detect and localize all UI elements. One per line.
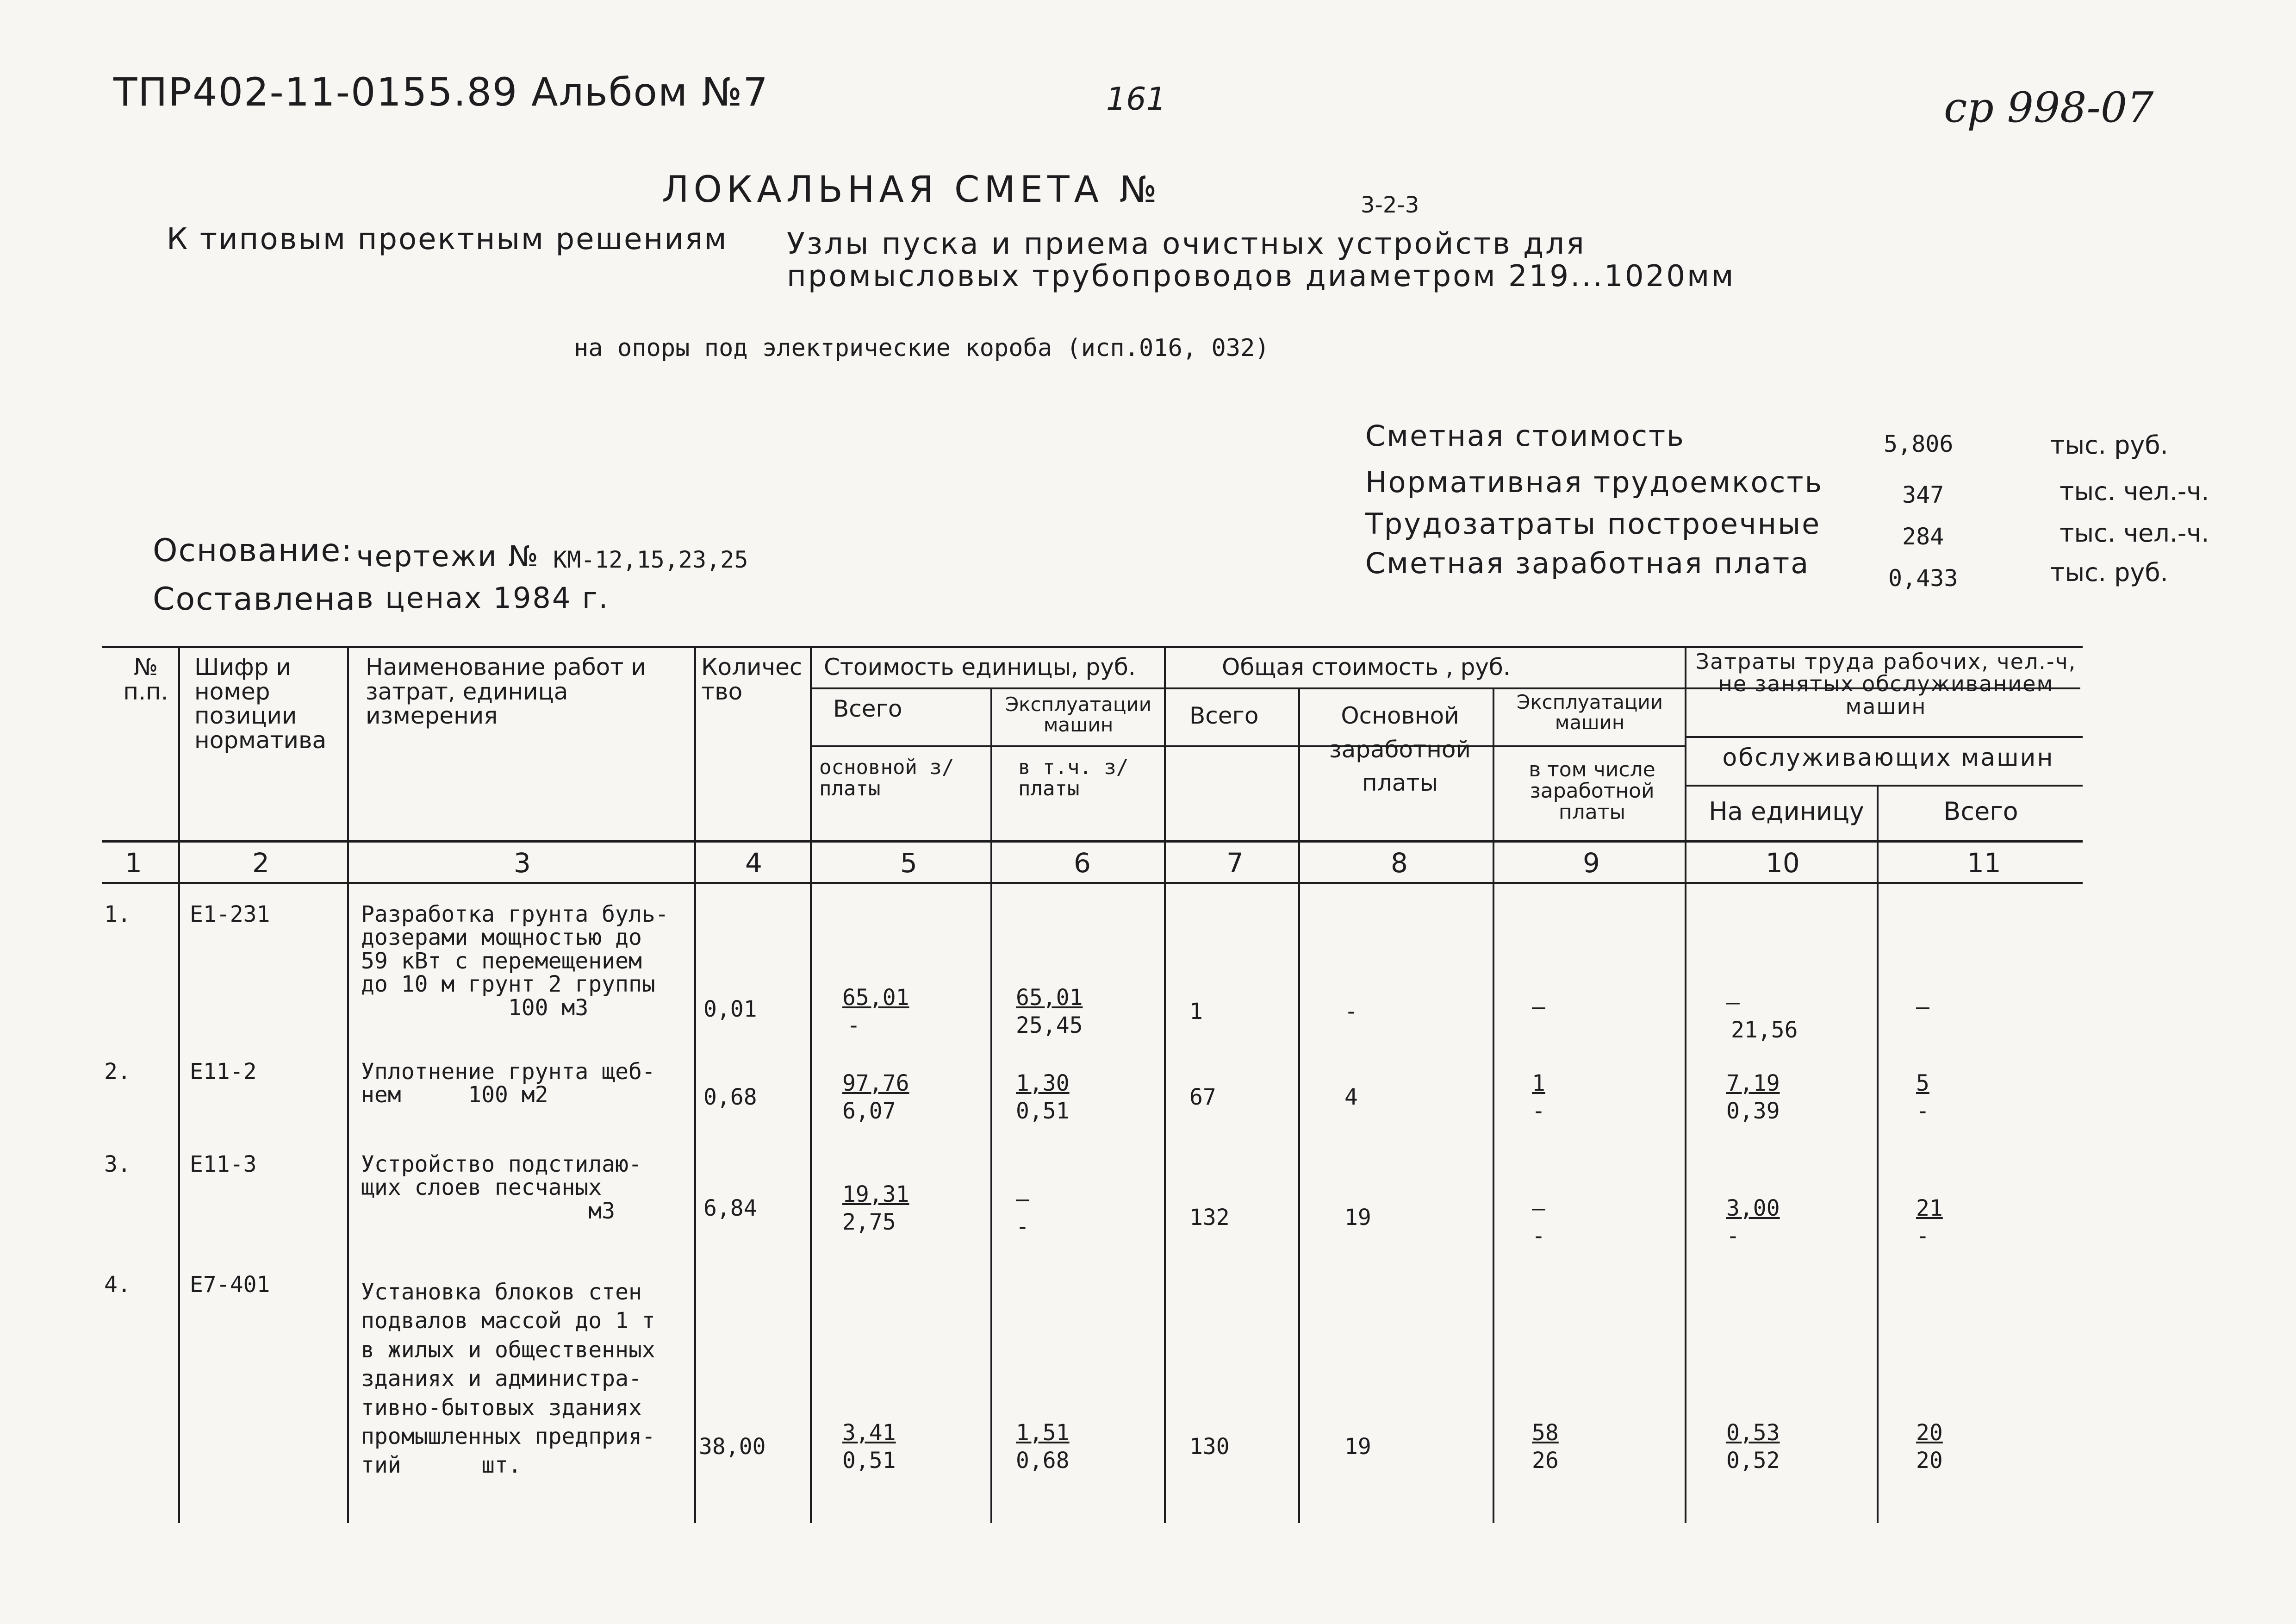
summary-label: Нормативная трудоемкость [1365,465,1823,499]
row-c11b: - [1916,1223,1929,1249]
subtitle-lead: К типовым проектным решениям [167,222,728,256]
row-c11a: 21 [1916,1195,1943,1221]
row-c6a: 65,01 [1016,985,1083,1011]
col-header-9b: в том числе заработной платы [1529,758,1655,824]
col-header-8: Основной заработной платы [1329,702,1471,796]
row-name: Уплотнение грунта щеб- нем 100 м2 [361,1059,655,1108]
summary-value: 284 [1902,523,1944,550]
row-c6a: — [1016,1186,1029,1212]
row-quantity: 0,68 [703,1084,757,1110]
row-c6b: 0,51 [1016,1098,1070,1124]
col-number: 11 [1967,847,2001,879]
compiled-text: в ценах 1984 г. [356,581,610,615]
row-c9b: 26 [1532,1448,1559,1474]
row-c11b: - [1916,1098,1929,1124]
estimate-number: 3-2-3 [1361,192,1419,218]
col-number: 1 [125,847,142,879]
row-c11a: 20 [1916,1420,1943,1446]
col-header-unit-cost: Стоимость единицы, руб. [824,654,1136,681]
row-name: Устройство подстилаю- щих слоев песчаных м3 [361,1151,642,1224]
row-c10a: 0,53 [1726,1420,1780,1446]
row-name: Установка блоков стен подвалов массой до 1 т в жилых и общественных зданиях и администра- тивно-бытовых зданиях промышленных предприя- тий шт. [361,1279,655,1479]
col-number: 8 [1391,847,1408,879]
row-c9a: — [1532,994,1545,1020]
summary-unit: тыс. руб. [2050,431,2168,460]
col-header-code: Шифр и номер позиции норматива [194,654,327,754]
row-c9a: 1 [1532,1070,1545,1096]
basis-label: Основание: [153,532,353,569]
summary-value: 347 [1902,481,1944,508]
col-header-labor-machines: обслуживающих машин [1722,744,2054,772]
row-c5a: 97,76 [842,1070,909,1096]
row-c6a: 1,30 [1016,1070,1070,1096]
summary-label: Сметная стоимость [1365,419,1685,453]
col-number: 7 [1226,847,1244,879]
col-header-9a: Эксплуатации машин [1516,691,1663,734]
row-c9a: 58 [1532,1420,1559,1446]
row-c10b: 21,56 [1731,1017,1798,1043]
summary-unit: тыс. руб. [2050,558,2168,587]
summary-value: 0,433 [1888,565,1958,592]
row-c8: 19 [1344,1205,1371,1230]
row-c10a: — [1726,989,1740,1015]
row-c10b: 0,52 [1726,1448,1780,1474]
col-header-6a: Эксплуатации машин [1005,693,1152,737]
row-c10b: - [1726,1223,1740,1249]
album-designation: ТПР402-11-0155.89 Альбом №7 [113,69,769,115]
row-code: Е11-3 [190,1151,257,1177]
summary-value: 5,806 [1884,431,1954,457]
row-c5a: 3,41 [842,1420,896,1446]
basis-drawings: КМ-12,15,23,25 [553,546,748,573]
col-header-number: № п.п. [123,654,168,705]
col-header-total-cost: Общая стоимость , руб. [1222,654,1511,681]
row-code: Е1-231 [190,901,270,927]
row-c7: 132 [1189,1205,1230,1230]
row-c9b: - [1532,1223,1545,1249]
subtitle-line-1: Узлы пуска и приема очистных устройств для [787,227,1586,261]
row-number: 4. [104,1272,131,1298]
row-number: 2. [104,1059,131,1085]
row-name: Разработка грунта буль- дозерами мощностью до 59 кВт с перемещением до 10 м грунт 2 группы 100 м3 [361,901,669,1021]
col-number: 3 [514,847,531,879]
row-c8: 4 [1344,1084,1358,1110]
row-c10a: 3,00 [1726,1195,1780,1221]
handwritten-stamp: ср 998-07 [1944,83,2154,132]
row-c5b: 2,75 [842,1209,896,1235]
row-c7: 67 [1189,1084,1216,1110]
row-quantity: 6,84 [703,1195,757,1221]
row-c5b: 6,07 [842,1098,896,1124]
col-header-11: Всего [1943,797,2018,826]
col-number: 2 [252,847,269,879]
row-c5b: 0,51 [842,1448,896,1474]
summary-label: Сметная заработная плата [1365,546,1810,580]
document-title: ЛОКАЛЬНАЯ СМЕТА № [662,169,1162,211]
basis-text: чертежи № [356,539,540,573]
row-c9b: - [1532,1098,1545,1124]
row-c5a: 65,01 [842,985,909,1011]
row-c6b: 25,45 [1016,1012,1083,1038]
row-c10a: 7,19 [1726,1070,1780,1096]
col-number: 9 [1583,847,1600,879]
col-header-10: На единицу [1709,797,1864,826]
row-c11a: 5 [1916,1070,1929,1096]
row-c6b: - [1016,1214,1029,1240]
row-number: 3. [104,1151,131,1177]
col-header-5b: основной з/платы [819,756,954,801]
col-header-6b: в т.ч. з/платы [1018,756,1129,801]
row-number: 1. [104,901,131,927]
col-number: 6 [1074,847,1091,879]
page-number: 161 [1106,81,1166,118]
row-code: Е7-401 [190,1272,270,1298]
subtitle-line-2: промысловых трубопроводов диаметром 219...1020мм [787,259,1736,294]
row-c8: 19 [1344,1434,1371,1460]
row-c11a: — [1916,994,1929,1020]
summary-unit: тыс. чел.-ч. [2060,518,2209,548]
row-quantity: 38,00 [699,1434,766,1460]
row-quantity: 0,01 [703,996,757,1022]
summary-label: Трудозатраты построечные [1365,507,1821,541]
row-c10b: 0,39 [1726,1098,1780,1124]
col-header-name: Наименование работ и затрат, единица измерения [366,654,646,729]
summary-unit: тыс. чел.-ч. [2060,477,2209,506]
col-header-quantity: Количество [701,654,803,705]
col-number: 4 [745,847,762,879]
row-c6a: 1,51 [1016,1420,1070,1446]
col-header-5a: Всего [833,695,902,722]
row-c5b: - [847,1012,860,1038]
row-c9a: — [1532,1195,1545,1221]
row-c5a: 19,31 [842,1181,909,1207]
row-code: Е11-2 [190,1059,257,1085]
subtitle-note: на опоры под электрические короба (исп.016, 032) [574,334,1269,362]
col-number: 10 [1766,847,1800,879]
col-header-labor: Затраты труда рабочих, чел.-ч, не занятых обслуживанием машин [1695,649,2077,719]
row-c8: - [1344,999,1358,1024]
col-number: 5 [900,847,917,879]
row-c7: 1 [1189,999,1203,1024]
col-header-7: Всего [1189,702,1259,729]
row-c7: 130 [1189,1434,1230,1460]
row-c6b: 0,68 [1016,1448,1070,1474]
row-c11b: 20 [1916,1448,1943,1474]
compiled-label: Составлена [153,581,356,618]
